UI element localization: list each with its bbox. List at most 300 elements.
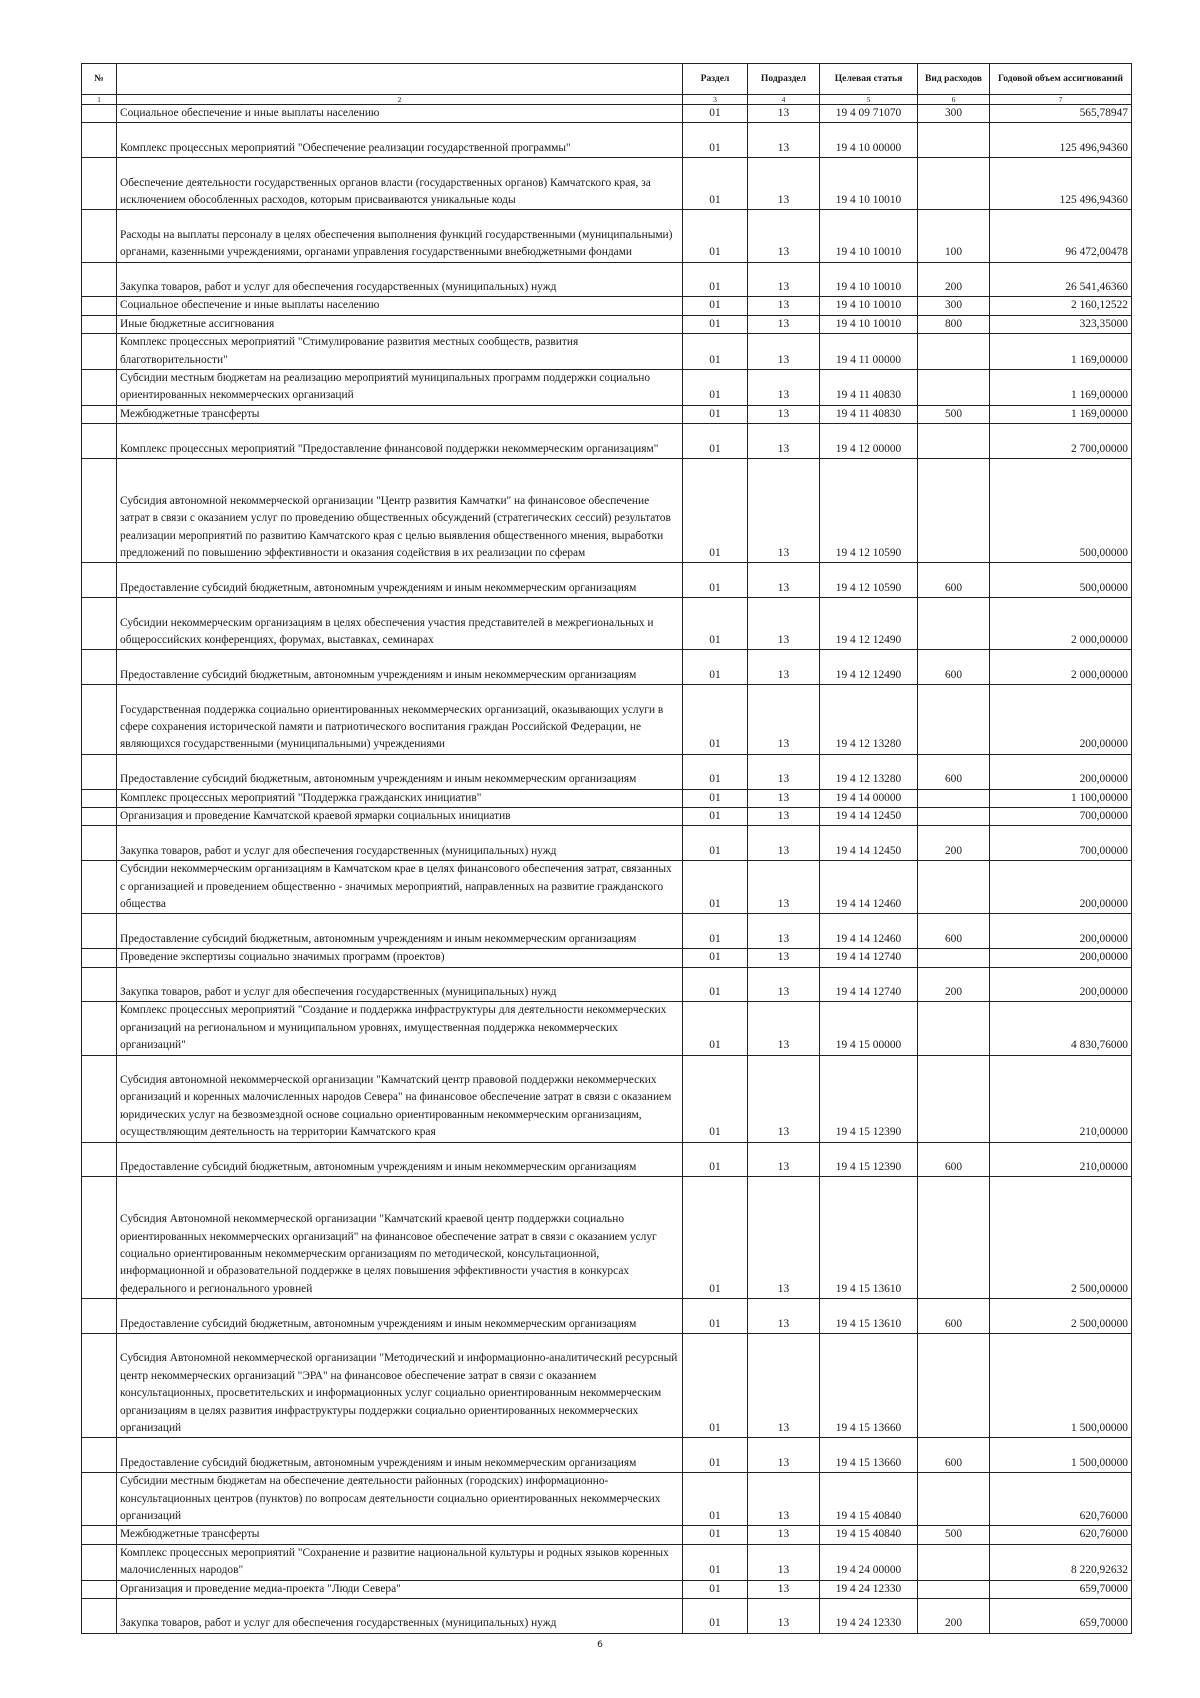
table-row: [82, 1473, 1132, 1526]
table-row: [82, 826, 1132, 861]
row-tselevaya-cell: 19 4 15 13610: [820, 1299, 918, 1334]
table-row: [82, 405, 1132, 423]
header-tselevaya: Целевая статья: [820, 64, 918, 95]
row-number-cell: [82, 563, 117, 598]
row-number-cell: [82, 105, 117, 123]
table-row: [82, 1438, 1132, 1473]
row-name-cell: Государственная поддержка социально ориентированных некоммерческих организаций, оказывающих услуги в сфере сохранения исторической памяти и патриотического воспитания граждан Российской Федерации, не являющихся государственными (муниципальными) учреждениями: [117, 685, 683, 755]
row-number-cell: [82, 1002, 117, 1055]
row-amount-cell: 2 160,12522: [990, 297, 1132, 315]
header-vid: Вид расходов: [918, 64, 990, 95]
table-row: [82, 459, 1132, 563]
row-razdel-cell: 01: [683, 1473, 748, 1526]
row-number-cell: [82, 949, 117, 967]
row-razdel-cell: 01: [683, 1299, 748, 1334]
row-podrazdel-cell: 13: [748, 1002, 820, 1055]
row-number-cell: [82, 1438, 117, 1473]
row-name-cell: Субсидии некоммерческим организациям в целях обеспечения участия представителей в межрегиональных и общероссийских конференциях, форумах, выставках, семинарах: [117, 598, 683, 650]
row-vid-cell: 600: [918, 914, 990, 949]
row-amount-cell: 200,00000: [990, 685, 1132, 755]
row-name-cell: Организация и проведение Камчатской краевой ярмарки социальных инициатив: [117, 807, 683, 825]
row-podrazdel-cell: 13: [748, 105, 820, 123]
row-tselevaya-cell: 19 4 14 12460: [820, 861, 918, 914]
column-number: 3: [683, 95, 748, 105]
row-name-cell: Социальное обеспечение и иные выплаты населению: [117, 105, 683, 123]
table-row: [82, 967, 1132, 1002]
row-razdel-cell: 01: [683, 598, 748, 650]
row-number-cell: [82, 598, 117, 650]
row-tselevaya-cell: 19 4 14 12740: [820, 967, 918, 1002]
table-header-row: [82, 64, 1132, 95]
row-tselevaya-cell: 19 4 24 00000: [820, 1544, 918, 1580]
row-vid-cell: 200: [918, 826, 990, 861]
row-vid-cell: [918, 949, 990, 967]
row-vid-cell: 600: [918, 1142, 990, 1177]
header-razdel: Раздел: [683, 64, 748, 95]
row-amount-cell: 210,00000: [990, 1142, 1132, 1177]
row-razdel-cell: 01: [683, 1142, 748, 1177]
table-row: [82, 807, 1132, 825]
table-row: [82, 1599, 1132, 1634]
row-razdel-cell: 01: [683, 789, 748, 807]
row-amount-cell: 125 496,94360: [990, 158, 1132, 210]
table-row: [82, 1055, 1132, 1142]
row-vid-cell: 100: [918, 210, 990, 262]
row-name-cell: Обеспечение деятельности государственных органов власти (государственных органов) Камчатского края, за исключением обособленных расходов, которым присваиваются уникальные коды: [117, 158, 683, 210]
table-row: [82, 1299, 1132, 1334]
row-amount-cell: 8 220,92632: [990, 1544, 1132, 1580]
row-amount-cell: 659,70000: [990, 1580, 1132, 1598]
row-number-cell: [82, 158, 117, 210]
table-row: [82, 789, 1132, 807]
row-podrazdel-cell: 13: [748, 1526, 820, 1544]
row-number-cell: [82, 1055, 117, 1142]
table-row: [82, 105, 1132, 123]
row-razdel-cell: 01: [683, 563, 748, 598]
row-vid-cell: [918, 1544, 990, 1580]
row-vid-cell: [918, 459, 990, 563]
row-podrazdel-cell: 13: [748, 1334, 820, 1438]
table-row: [82, 158, 1132, 210]
row-razdel-cell: 01: [683, 754, 748, 789]
row-razdel-cell: 01: [683, 297, 748, 315]
row-podrazdel-cell: 13: [748, 123, 820, 158]
row-podrazdel-cell: 13: [748, 158, 820, 210]
row-vid-cell: [918, 424, 990, 459]
table-row: [82, 297, 1132, 315]
row-podrazdel-cell: 13: [748, 807, 820, 825]
row-number-cell: [82, 424, 117, 459]
row-number-cell: [82, 754, 117, 789]
row-number-cell: [82, 826, 117, 861]
row-tselevaya-cell: 19 4 14 00000: [820, 789, 918, 807]
row-tselevaya-cell: 19 4 24 12330: [820, 1580, 918, 1598]
table-row: [82, 650, 1132, 685]
row-amount-cell: 200,00000: [990, 949, 1132, 967]
row-vid-cell: [918, 598, 990, 650]
row-podrazdel-cell: 13: [748, 1473, 820, 1526]
row-amount-cell: 659,70000: [990, 1599, 1132, 1634]
table-row: [82, 1177, 1132, 1299]
row-number-cell: [82, 262, 117, 297]
row-tselevaya-cell: 19 4 12 12490: [820, 598, 918, 650]
row-name-cell: Закупка товаров, работ и услуг для обеспечения государственных (муниципальных) нужд: [117, 1599, 683, 1634]
row-tselevaya-cell: 19 4 10 10010: [820, 315, 918, 333]
row-podrazdel-cell: 13: [748, 1142, 820, 1177]
row-tselevaya-cell: 19 4 11 40830: [820, 405, 918, 423]
row-podrazdel-cell: 13: [748, 914, 820, 949]
row-tselevaya-cell: 19 4 10 10010: [820, 297, 918, 315]
row-razdel-cell: 01: [683, 334, 748, 370]
row-vid-cell: 500: [918, 405, 990, 423]
row-razdel-cell: 01: [683, 459, 748, 563]
table-row: [82, 370, 1132, 406]
row-podrazdel-cell: 13: [748, 1580, 820, 1598]
table-row: [82, 1142, 1132, 1177]
row-vid-cell: [918, 807, 990, 825]
row-name-cell: Предоставление субсидий бюджетным, автономным учреждениям и иным некоммерческим организациям: [117, 914, 683, 949]
table-row: [82, 210, 1132, 262]
row-amount-cell: 700,00000: [990, 826, 1132, 861]
row-number-cell: [82, 1544, 117, 1580]
table-row: [82, 949, 1132, 967]
row-name-cell: Субсидия автономной некоммерческой организации "Центр развития Камчатки" на финансовое обеспечение затрат в связи с оказанием услуг по проведению общественных обсуждений (стратегических сессий) результатов реализации мероприятий по развитию Камчатского края с целью выявления общественного мнения, выработки предложений по повышению эффективности и оказания содействия в их реализации по сферам: [117, 459, 683, 563]
row-number-cell: [82, 967, 117, 1002]
row-name-cell: Межбюджетные трансферты: [117, 1526, 683, 1544]
row-name-cell: Субсидия Автономной некоммерческой организации "Камчатский краевой центр поддержки социально ориентированных некоммерческих организаций" на финансовое обеспечение затрат в связи с оказанием услуг социально ориентированным некоммерческим организациям по методической, консультационной, информационной и образовательной поддержке в целях повышения эффективности участия в конкурсах федерального и регионального уровней: [117, 1177, 683, 1299]
table-row: [82, 424, 1132, 459]
row-name-cell: Социальное обеспечение и иные выплаты населению: [117, 297, 683, 315]
row-vid-cell: 200: [918, 967, 990, 1002]
row-razdel-cell: 01: [683, 967, 748, 1002]
row-razdel-cell: 01: [683, 315, 748, 333]
row-name-cell: Комплекс процессных мероприятий "Поддержка гражданских инициатив": [117, 789, 683, 807]
row-vid-cell: [918, 1177, 990, 1299]
table-row: [82, 914, 1132, 949]
row-amount-cell: 2 500,00000: [990, 1177, 1132, 1299]
row-vid-cell: 600: [918, 1299, 990, 1334]
row-podrazdel-cell: 13: [748, 405, 820, 423]
row-number-cell: [82, 1177, 117, 1299]
row-tselevaya-cell: 19 4 12 00000: [820, 424, 918, 459]
row-name-cell: Организация и проведение медиа-проекта "Люди Севера": [117, 1580, 683, 1598]
row-podrazdel-cell: 13: [748, 315, 820, 333]
row-tselevaya-cell: 19 4 15 13660: [820, 1334, 918, 1438]
row-name-cell: Предоставление субсидий бюджетным, автономным учреждениям и иным некоммерческим организациям: [117, 1438, 683, 1473]
table-row: [82, 861, 1132, 914]
row-vid-cell: 600: [918, 1438, 990, 1473]
row-podrazdel-cell: 13: [748, 685, 820, 755]
row-amount-cell: 500,00000: [990, 563, 1132, 598]
row-vid-cell: [918, 1473, 990, 1526]
row-razdel-cell: 01: [683, 1526, 748, 1544]
row-number-cell: [82, 334, 117, 370]
row-tselevaya-cell: 19 4 14 12460: [820, 914, 918, 949]
row-amount-cell: 2 000,00000: [990, 650, 1132, 685]
row-amount-cell: 200,00000: [990, 914, 1132, 949]
row-amount-cell: 1 100,00000: [990, 789, 1132, 807]
row-razdel-cell: 01: [683, 105, 748, 123]
row-vid-cell: [918, 685, 990, 755]
header-podrazdel: Подраздел: [748, 64, 820, 95]
row-vid-cell: 600: [918, 650, 990, 685]
row-podrazdel-cell: 13: [748, 262, 820, 297]
row-amount-cell: 1 500,00000: [990, 1438, 1132, 1473]
row-vid-cell: 300: [918, 297, 990, 315]
row-podrazdel-cell: 13: [748, 789, 820, 807]
row-amount-cell: 2 000,00000: [990, 598, 1132, 650]
row-vid-cell: [918, 1055, 990, 1142]
row-vid-cell: 300: [918, 105, 990, 123]
row-razdel-cell: 01: [683, 123, 748, 158]
row-razdel-cell: 01: [683, 1002, 748, 1055]
row-podrazdel-cell: 13: [748, 1544, 820, 1580]
row-name-cell: Предоставление субсидий бюджетным, автономным учреждениям и иным некоммерческим организациям: [117, 1299, 683, 1334]
row-vid-cell: [918, 861, 990, 914]
row-razdel-cell: 01: [683, 1438, 748, 1473]
row-name-cell: Закупка товаров, работ и услуг для обеспечения государственных (муниципальных) нужд: [117, 826, 683, 861]
row-amount-cell: 200,00000: [990, 754, 1132, 789]
header-no: №: [82, 64, 117, 95]
row-tselevaya-cell: 19 4 12 10590: [820, 563, 918, 598]
row-amount-cell: 565,78947: [990, 105, 1132, 123]
row-tselevaya-cell: 19 4 15 40840: [820, 1473, 918, 1526]
budget-table: [81, 63, 1132, 1634]
table-row: [82, 1334, 1132, 1438]
row-number-cell: [82, 789, 117, 807]
table-row: [82, 315, 1132, 333]
row-tselevaya-cell: 19 4 10 00000: [820, 123, 918, 158]
row-razdel-cell: 01: [683, 262, 748, 297]
row-name-cell: Субсидии местным бюджетам на реализацию мероприятий муниципальных программ поддержки социально ориентированных некоммерческих организаций: [117, 370, 683, 406]
row-razdel-cell: 01: [683, 1177, 748, 1299]
row-razdel-cell: 01: [683, 861, 748, 914]
row-tselevaya-cell: 19 4 15 40840: [820, 1526, 918, 1544]
row-amount-cell: 1 169,00000: [990, 405, 1132, 423]
row-number-cell: [82, 807, 117, 825]
row-amount-cell: 323,35000: [990, 315, 1132, 333]
row-number-cell: [82, 1580, 117, 1598]
row-tselevaya-cell: 19 4 11 00000: [820, 334, 918, 370]
row-vid-cell: 600: [918, 754, 990, 789]
row-vid-cell: 800: [918, 315, 990, 333]
row-razdel-cell: 01: [683, 807, 748, 825]
row-amount-cell: 4 830,76000: [990, 1002, 1132, 1055]
row-amount-cell: 1 169,00000: [990, 370, 1132, 406]
row-tselevaya-cell: 19 4 14 12450: [820, 807, 918, 825]
row-amount-cell: 210,00000: [990, 1055, 1132, 1142]
row-name-cell: Субсидии местным бюджетам на обеспечение деятельности районных (городских) информационно-консультационных центров (пунктов) по вопросам деятельности социально ориентированных некоммерческих организаций: [117, 1473, 683, 1526]
table-row: [82, 262, 1132, 297]
row-podrazdel-cell: 13: [748, 297, 820, 315]
row-podrazdel-cell: 13: [748, 210, 820, 262]
row-vid-cell: [918, 370, 990, 406]
row-podrazdel-cell: 13: [748, 650, 820, 685]
column-number-row: [82, 95, 1132, 105]
row-podrazdel-cell: 13: [748, 1055, 820, 1142]
row-tselevaya-cell: 19 4 14 12450: [820, 826, 918, 861]
row-vid-cell: [918, 789, 990, 807]
row-number-cell: [82, 123, 117, 158]
row-amount-cell: 125 496,94360: [990, 123, 1132, 158]
row-amount-cell: 1 169,00000: [990, 334, 1132, 370]
row-amount-cell: 700,00000: [990, 807, 1132, 825]
row-amount-cell: 2 500,00000: [990, 1299, 1132, 1334]
row-vid-cell: [918, 1002, 990, 1055]
row-razdel-cell: 01: [683, 914, 748, 949]
row-name-cell: Предоставление субсидий бюджетным, автономным учреждениям и иным некоммерческим организациям: [117, 754, 683, 789]
table-row: [82, 1580, 1132, 1598]
table-row: [82, 563, 1132, 598]
row-razdel-cell: 01: [683, 826, 748, 861]
row-name-cell: Субсидия автономной некоммерческой организации "Камчатский центр правовой поддержки некоммерческих организаций и коренных малочисленных народов Севера" на финансовое обеспечение затрат в связи с оказанием юридических услуг на безвозмездной основе социально ориентированным некоммерческим организациям, осуществляющим деятельность на территории Камчатского края: [117, 1055, 683, 1142]
column-number: 1: [82, 95, 117, 105]
row-tselevaya-cell: 19 4 12 13280: [820, 754, 918, 789]
row-podrazdel-cell: 13: [748, 1177, 820, 1299]
row-podrazdel-cell: 13: [748, 370, 820, 406]
table-row: [82, 685, 1132, 755]
row-tselevaya-cell: 19 4 14 12740: [820, 949, 918, 967]
row-number-cell: [82, 914, 117, 949]
row-razdel-cell: 01: [683, 1334, 748, 1438]
row-tselevaya-cell: 19 4 12 12490: [820, 650, 918, 685]
row-number-cell: [82, 459, 117, 563]
column-number: 7: [990, 95, 1132, 105]
row-vid-cell: 200: [918, 1599, 990, 1634]
row-amount-cell: 200,00000: [990, 861, 1132, 914]
table-row: [82, 1002, 1132, 1055]
column-number: 5: [820, 95, 918, 105]
row-name-cell: Предоставление субсидий бюджетным, автономным учреждениям и иным некоммерческим организациям: [117, 650, 683, 685]
row-name-cell: Предоставление субсидий бюджетным, автономным учреждениям и иным некоммерческим организациям: [117, 1142, 683, 1177]
row-tselevaya-cell: 19 4 12 10590: [820, 459, 918, 563]
row-podrazdel-cell: 13: [748, 861, 820, 914]
row-podrazdel-cell: 13: [748, 967, 820, 1002]
row-tselevaya-cell: 19 4 15 12390: [820, 1142, 918, 1177]
row-vid-cell: [918, 158, 990, 210]
row-podrazdel-cell: 13: [748, 754, 820, 789]
row-tselevaya-cell: 19 4 15 13610: [820, 1177, 918, 1299]
row-tselevaya-cell: 19 4 11 40830: [820, 370, 918, 406]
row-razdel-cell: 01: [683, 1055, 748, 1142]
row-vid-cell: [918, 1580, 990, 1598]
column-number: 2: [117, 95, 683, 105]
table-row: [82, 598, 1132, 650]
row-razdel-cell: 01: [683, 370, 748, 406]
header-name: [117, 64, 683, 95]
row-razdel-cell: 01: [683, 949, 748, 967]
row-tselevaya-cell: 19 4 15 13660: [820, 1438, 918, 1473]
row-name-cell: Субсидии некоммерческим организациям в Камчатском крае в целях финансового обеспечения затрат, связанных с организацией и проведением общественно - значимых мероприятий, направленных на развитие гражданского общества: [117, 861, 683, 914]
row-amount-cell: 26 541,46360: [990, 262, 1132, 297]
table-row: [82, 123, 1132, 158]
row-number-cell: [82, 210, 117, 262]
row-name-cell: Проведение экспертизы социально значимых программ (проектов): [117, 949, 683, 967]
row-amount-cell: 96 472,00478: [990, 210, 1132, 262]
row-vid-cell: [918, 334, 990, 370]
row-tselevaya-cell: 19 4 10 10010: [820, 210, 918, 262]
row-podrazdel-cell: 13: [748, 424, 820, 459]
row-number-cell: [82, 1334, 117, 1438]
row-name-cell: Закупка товаров, работ и услуг для обеспечения государственных (муниципальных) нужд: [117, 262, 683, 297]
row-podrazdel-cell: 13: [748, 949, 820, 967]
row-name-cell: Межбюджетные трансферты: [117, 405, 683, 423]
row-podrazdel-cell: 13: [748, 826, 820, 861]
row-tselevaya-cell: 19 4 10 10010: [820, 262, 918, 297]
row-podrazdel-cell: 13: [748, 563, 820, 598]
row-number-cell: [82, 370, 117, 406]
row-razdel-cell: 01: [683, 1580, 748, 1598]
table-row: [82, 1544, 1132, 1580]
row-vid-cell: 500: [918, 1526, 990, 1544]
row-name-cell: Комплекс процессных мероприятий "Стимулирование развития местных сообществ, развития благотворительности": [117, 334, 683, 370]
row-tselevaya-cell: 19 4 24 12330: [820, 1599, 918, 1634]
row-tselevaya-cell: 19 4 12 13280: [820, 685, 918, 755]
row-name-cell: Закупка товаров, работ и услуг для обеспечения государственных (муниципальных) нужд: [117, 967, 683, 1002]
row-number-cell: [82, 1526, 117, 1544]
row-amount-cell: 2 700,00000: [990, 424, 1132, 459]
row-tselevaya-cell: 19 4 10 10010: [820, 158, 918, 210]
row-number-cell: [82, 1142, 117, 1177]
table-row: [82, 754, 1132, 789]
row-vid-cell: 600: [918, 563, 990, 598]
row-number-cell: [82, 685, 117, 755]
table-body: [82, 105, 1132, 1634]
row-razdel-cell: 01: [683, 685, 748, 755]
row-vid-cell: [918, 123, 990, 158]
row-name-cell: Субсидия Автономной некоммерческой организации "Методический и информационно-аналитический ресурсный центр некоммерческих организаций "ЭРА" на финансовое обеспечение затрат в связи с оказанием консультационных, просветительских и информационных услуг социально ориентированным некоммерческим организациям в целях развития инфраструктуры поддержки социально ориентированных некоммерческих организаций: [117, 1334, 683, 1438]
row-number-cell: [82, 315, 117, 333]
row-number-cell: [82, 297, 117, 315]
row-amount-cell: 200,00000: [990, 967, 1132, 1002]
page-number: 6: [597, 1640, 603, 1650]
row-name-cell: Предоставление субсидий бюджетным, автономным учреждениям и иным некоммерческим организациям: [117, 563, 683, 598]
row-podrazdel-cell: 13: [748, 334, 820, 370]
row-amount-cell: 1 500,00000: [990, 1334, 1132, 1438]
row-amount-cell: 500,00000: [990, 459, 1132, 563]
row-razdel-cell: 01: [683, 158, 748, 210]
row-razdel-cell: 01: [683, 424, 748, 459]
table-row: [82, 334, 1132, 370]
row-number-cell: [82, 861, 117, 914]
header-obem: Годовой объем ассигнований: [990, 64, 1132, 95]
row-name-cell: Комплекс процессных мероприятий "Сохранение и развитие национальной культуры и родных языков коренных малочисленных народов": [117, 1544, 683, 1580]
row-number-cell: [82, 1599, 117, 1634]
row-tselevaya-cell: 19 4 09 71070: [820, 105, 918, 123]
row-tselevaya-cell: 19 4 15 12390: [820, 1055, 918, 1142]
row-podrazdel-cell: 13: [748, 1299, 820, 1334]
row-razdel-cell: 01: [683, 1599, 748, 1634]
row-number-cell: [82, 1299, 117, 1334]
row-vid-cell: [918, 1334, 990, 1438]
row-tselevaya-cell: 19 4 15 00000: [820, 1002, 918, 1055]
row-podrazdel-cell: 13: [748, 459, 820, 563]
row-razdel-cell: 01: [683, 650, 748, 685]
row-razdel-cell: 01: [683, 210, 748, 262]
row-podrazdel-cell: 13: [748, 1599, 820, 1634]
row-razdel-cell: 01: [683, 405, 748, 423]
row-vid-cell: 200: [918, 262, 990, 297]
row-number-cell: [82, 405, 117, 423]
row-name-cell: Комплекс процессных мероприятий "Обеспечение реализации государственной программы": [117, 123, 683, 158]
column-number: 6: [918, 95, 990, 105]
row-amount-cell: 620,76000: [990, 1526, 1132, 1544]
row-podrazdel-cell: 13: [748, 598, 820, 650]
row-name-cell: Иные бюджетные ассигнования: [117, 315, 683, 333]
table-row: [82, 1526, 1132, 1544]
row-name-cell: Расходы на выплаты персоналу в целях обеспечения выполнения функций государственными (муниципальными) органами, казенными учреждениями, органами управления государственными внебюджетными фондами: [117, 210, 683, 262]
row-name-cell: Комплекс процессных мероприятий "Предоставление финансовой поддержки некоммерческим организациям": [117, 424, 683, 459]
